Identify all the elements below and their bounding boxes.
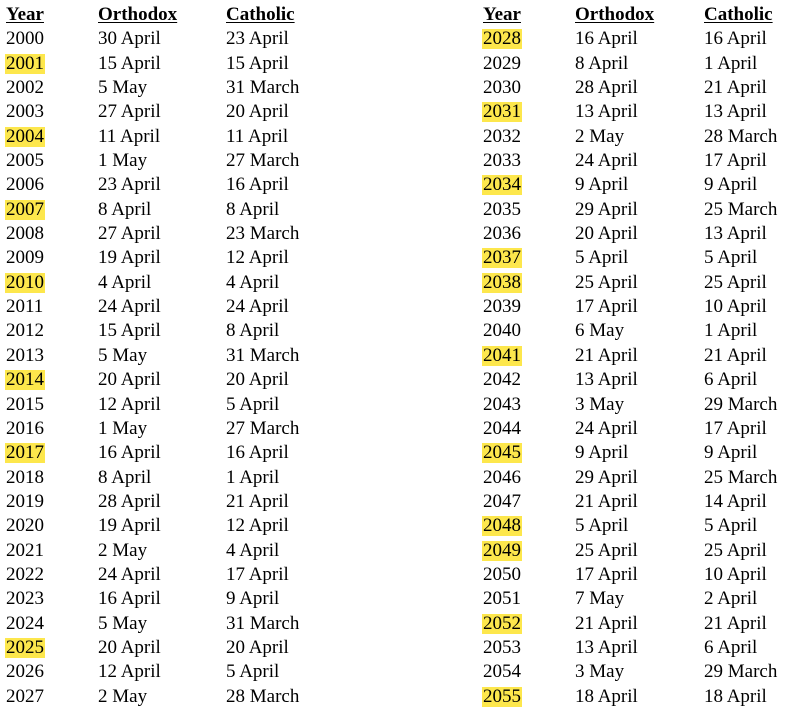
year-highlighted: 2031 — [483, 101, 521, 123]
catholic-date: 27 March — [226, 150, 300, 172]
catholic-date: 9 April — [704, 174, 758, 196]
year-cell — [6, 660, 45, 684]
orthodox-date: 17 April — [575, 563, 638, 585]
catholic-date: 5 April — [226, 661, 280, 683]
catholic-date: 20 April — [226, 636, 289, 658]
year-highlighted: 2007 — [6, 198, 44, 220]
orthodox-date: 13 April — [575, 101, 638, 123]
year-cell — [6, 52, 45, 76]
orthodox-date: 13 April — [575, 369, 638, 391]
catholic-date: 4 April — [226, 271, 280, 293]
year-cell — [6, 319, 45, 343]
catholic-date: 18 April — [704, 685, 767, 707]
catholic-date: 10 April — [704, 296, 767, 318]
year-value: 2009 — [6, 247, 44, 269]
orthodox-date: 3 May — [575, 661, 625, 683]
orthodox-date: 5 April — [575, 515, 629, 537]
year-value: 2003 — [6, 101, 44, 123]
orthodox-date: 21 April — [575, 490, 638, 512]
year-highlighted: 2037 — [483, 247, 521, 269]
orthodox-date: 24 April — [98, 563, 161, 585]
year-highlighted: 2017 — [6, 442, 44, 464]
year-value: 2023 — [6, 588, 44, 610]
year-cell — [483, 417, 522, 441]
year-value: 2020 — [6, 515, 44, 537]
year-cell — [6, 295, 44, 319]
orthodox-date: 5 April — [575, 247, 629, 269]
orthodox-date: 24 April — [575, 150, 638, 172]
header-catholic: Catholic — [704, 4, 773, 25]
catholic-date: 5 April — [704, 247, 758, 269]
catholic-date: 31 March — [226, 77, 300, 99]
year-cell — [6, 539, 45, 563]
year-cell — [483, 125, 522, 149]
orthodox-date: 1 May — [98, 150, 148, 172]
year-cell — [483, 466, 522, 490]
year-value: 2051 — [483, 588, 521, 610]
orthodox-date: 16 April — [98, 588, 161, 610]
year-cell — [6, 222, 45, 246]
year-value: 2019 — [6, 490, 44, 512]
orthodox-date: 13 April — [575, 636, 638, 658]
catholic-date: 6 April — [704, 636, 758, 658]
orthodox-date: 18 April — [575, 685, 638, 707]
orthodox-date: 28 April — [98, 490, 161, 512]
year-value: 2047 — [483, 490, 521, 512]
orthodox-date: 4 April — [98, 271, 152, 293]
year-highlighted: 2014 — [6, 369, 44, 391]
year-highlighted: 2045 — [483, 442, 521, 464]
year-cell — [483, 539, 522, 563]
catholic-date: 20 April — [226, 369, 289, 391]
year-cell — [6, 514, 45, 538]
catholic-date: 23 March — [226, 223, 300, 245]
year-value: 2046 — [483, 466, 521, 488]
orthodox-date: 28 April — [575, 77, 638, 99]
catholic-date: 8 April — [226, 320, 280, 342]
orthodox-date: 20 April — [98, 369, 161, 391]
year-cell — [6, 417, 45, 441]
year-cell — [483, 660, 522, 684]
header-orthodox: Orthodox — [98, 4, 178, 25]
year-cell — [483, 295, 522, 319]
year-highlighted: 2001 — [6, 52, 44, 74]
catholic-date: 31 March — [226, 612, 300, 634]
orthodox-date: 8 April — [98, 198, 152, 220]
catholic-date: 27 March — [226, 417, 300, 439]
year-value: 2054 — [483, 661, 521, 683]
year-highlighted: 2048 — [483, 515, 521, 537]
year-cell — [6, 490, 45, 514]
year-value: 2032 — [483, 125, 521, 147]
catholic-date: 15 April — [226, 52, 289, 74]
year-cell — [483, 319, 522, 343]
orthodox-date: 19 April — [98, 247, 161, 269]
orthodox-date: 15 April — [98, 320, 161, 342]
year-cell — [483, 222, 522, 246]
orthodox-date: 27 April — [98, 101, 161, 123]
catholic-date: 17 April — [704, 150, 767, 172]
year-value: 2040 — [483, 320, 521, 342]
catholic-date: 25 March — [704, 466, 778, 488]
catholic-date: 13 April — [704, 223, 767, 245]
year-value: 2044 — [483, 417, 521, 439]
orthodox-date: 23 April — [98, 174, 161, 196]
catholic-date: 1 April — [704, 320, 758, 342]
year-cell — [6, 344, 45, 368]
year-cell — [6, 27, 45, 51]
year-value: 2026 — [6, 661, 44, 683]
catholic-date: 4 April — [226, 539, 280, 561]
year-cell — [483, 76, 522, 100]
year-cell — [483, 612, 522, 636]
year-cell — [483, 563, 522, 587]
orthodox-date: 16 April — [575, 28, 638, 50]
header-year: Year — [6, 4, 44, 25]
year-cell — [6, 368, 45, 392]
year-cell — [483, 173, 522, 197]
year-highlighted: 2038 — [483, 271, 521, 293]
year-cell — [6, 466, 45, 490]
year-value: 2027 — [6, 685, 44, 707]
catholic-date: 21 April — [704, 77, 767, 99]
year-cell — [6, 587, 45, 611]
year-value: 2005 — [6, 150, 44, 172]
year-value: 2015 — [6, 393, 44, 415]
catholic-date: 6 April — [704, 369, 758, 391]
orthodox-date: 5 May — [98, 77, 148, 99]
catholic-date: 14 April — [704, 490, 767, 512]
catholic-date: 21 April — [226, 490, 289, 512]
catholic-date: 8 April — [226, 198, 280, 220]
year-value: 2008 — [6, 223, 44, 245]
catholic-date: 11 April — [226, 125, 289, 147]
orthodox-date: 3 May — [575, 393, 625, 415]
year-cell — [483, 246, 522, 270]
header-year: Year — [483, 4, 521, 25]
year-value: 2035 — [483, 198, 521, 220]
year-value: 2053 — [483, 636, 521, 658]
orthodox-date: 16 April — [98, 442, 161, 464]
catholic-date: 9 April — [704, 442, 758, 464]
year-cell — [6, 685, 45, 709]
orthodox-date: 19 April — [98, 515, 161, 537]
orthodox-date: 5 May — [98, 612, 148, 634]
orthodox-date: 12 April — [98, 393, 161, 415]
orthodox-date: 8 April — [98, 466, 152, 488]
year-value: 2002 — [6, 77, 44, 99]
year-highlighted: 2028 — [483, 28, 521, 50]
year-cell — [6, 76, 45, 100]
year-cell — [6, 563, 45, 587]
year-value: 2011 — [6, 296, 44, 318]
catholic-date: 24 April — [226, 296, 289, 318]
orthodox-date: 9 April — [575, 174, 629, 196]
year-value: 2029 — [483, 52, 521, 74]
orthodox-date: 29 April — [575, 198, 638, 220]
catholic-date: 23 April — [226, 28, 289, 50]
year-cell — [6, 198, 45, 222]
catholic-date: 16 April — [226, 442, 289, 464]
year-value: 2006 — [6, 174, 44, 196]
catholic-date: 25 March — [704, 198, 778, 220]
year-cell — [483, 393, 522, 417]
orthodox-date: 25 April — [575, 271, 638, 293]
header-catholic: Catholic — [226, 4, 295, 25]
year-value: 2030 — [483, 77, 521, 99]
orthodox-date: 25 April — [575, 539, 638, 561]
catholic-date: 12 April — [226, 515, 289, 537]
year-cell — [483, 100, 522, 124]
orthodox-date: 5 May — [98, 344, 148, 366]
year-cell — [6, 246, 45, 270]
orthodox-date: 2 May — [575, 125, 625, 147]
header-orthodox: Orthodox — [575, 4, 655, 25]
year-value: 2036 — [483, 223, 521, 245]
orthodox-date: 27 April — [98, 223, 161, 245]
year-highlighted: 2055 — [483, 685, 521, 707]
orthodox-date: 12 April — [98, 661, 161, 683]
orthodox-date: 21 April — [575, 612, 638, 634]
year-highlighted: 2004 — [6, 125, 44, 147]
catholic-date: 21 April — [704, 344, 767, 366]
year-cell — [6, 612, 45, 636]
catholic-date: 10 April — [704, 563, 767, 585]
orthodox-date: 1 May — [98, 417, 148, 439]
year-cell — [483, 587, 522, 611]
catholic-date: 25 April — [704, 539, 767, 561]
year-value: 2013 — [6, 344, 44, 366]
year-value: 2050 — [483, 563, 521, 585]
catholic-date: 16 April — [704, 28, 767, 50]
catholic-date: 17 April — [704, 417, 767, 439]
year-cell — [483, 490, 522, 514]
orthodox-date: 29 April — [575, 466, 638, 488]
catholic-date: 12 April — [226, 247, 289, 269]
catholic-date: 29 March — [704, 393, 778, 415]
orthodox-date: 7 May — [575, 588, 625, 610]
orthodox-date: 30 April — [98, 28, 161, 50]
orthodox-date: 9 April — [575, 442, 629, 464]
year-cell — [483, 198, 522, 222]
catholic-date: 28 March — [704, 125, 778, 147]
orthodox-date: 20 April — [575, 223, 638, 245]
catholic-date: 13 April — [704, 101, 767, 123]
catholic-date: 16 April — [226, 174, 289, 196]
year-cell — [483, 149, 522, 173]
catholic-date: 5 April — [704, 515, 758, 537]
year-highlighted: 2034 — [483, 174, 521, 196]
catholic-date: 2 April — [704, 588, 758, 610]
year-value: 2033 — [483, 150, 521, 172]
catholic-date: 25 April — [704, 271, 767, 293]
year-cell — [483, 52, 522, 76]
year-highlighted: 2041 — [483, 344, 521, 366]
year-cell — [483, 441, 522, 465]
orthodox-date: 15 April — [98, 52, 161, 74]
year-cell — [6, 100, 45, 124]
catholic-date: 5 April — [226, 393, 280, 415]
year-highlighted: 2025 — [6, 636, 44, 658]
year-value: 2018 — [6, 466, 44, 488]
orthodox-date: 21 April — [575, 344, 638, 366]
year-cell — [6, 636, 45, 660]
year-highlighted: 2049 — [483, 539, 521, 561]
orthodox-date: 2 May — [98, 685, 148, 707]
year-cell — [483, 368, 522, 392]
year-cell — [6, 149, 45, 173]
catholic-date: 17 April — [226, 563, 289, 585]
orthodox-date: 17 April — [575, 296, 638, 318]
year-value: 2012 — [6, 320, 44, 342]
year-value: 2024 — [6, 612, 44, 634]
year-cell — [6, 441, 45, 465]
orthodox-date: 24 April — [575, 417, 638, 439]
orthodox-date: 24 April — [98, 296, 161, 318]
year-value: 2043 — [483, 393, 521, 415]
catholic-date: 1 April — [704, 52, 758, 74]
year-highlighted: 2052 — [483, 612, 521, 634]
catholic-date: 29 March — [704, 661, 778, 683]
catholic-date: 21 April — [704, 612, 767, 634]
year-cell — [483, 271, 522, 295]
catholic-date: 31 March — [226, 344, 300, 366]
year-value: 2039 — [483, 296, 521, 318]
year-value: 2016 — [6, 417, 44, 439]
orthodox-date: 8 April — [575, 52, 629, 74]
year-cell — [6, 271, 45, 295]
year-cell — [483, 685, 522, 709]
year-value: 2022 — [6, 563, 44, 585]
year-highlighted: 2010 — [6, 271, 44, 293]
catholic-date: 9 April — [226, 588, 280, 610]
year-cell — [6, 125, 45, 149]
year-value: 2021 — [6, 539, 44, 561]
orthodox-date: 2 May — [98, 539, 148, 561]
year-cell — [6, 173, 45, 197]
year-cell — [483, 344, 522, 368]
catholic-date: 28 March — [226, 685, 300, 707]
year-value: 2000 — [6, 28, 44, 50]
year-value: 2042 — [483, 369, 521, 391]
year-cell — [6, 393, 45, 417]
catholic-date: 1 April — [226, 466, 280, 488]
orthodox-date: 11 April — [98, 125, 161, 147]
orthodox-date: 20 April — [98, 636, 161, 658]
year-cell — [483, 27, 522, 51]
year-cell — [483, 636, 522, 660]
catholic-date: 20 April — [226, 101, 289, 123]
orthodox-date: 6 May — [575, 320, 625, 342]
year-cell — [483, 514, 522, 538]
